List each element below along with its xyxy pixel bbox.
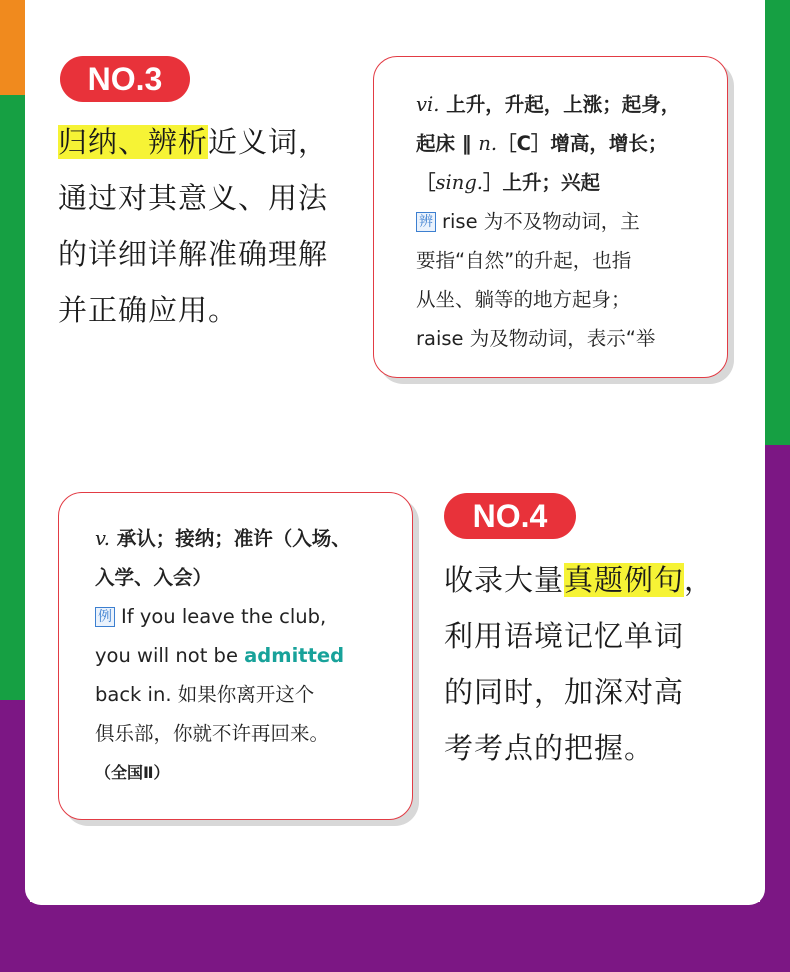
no3-highlight: 归纳、辨析 (58, 125, 209, 159)
distinguish-tag-icon: 辨 (416, 212, 436, 232)
dictionary-card-admit: v. 承认；接纳；准许（入场、 入学、入会） 例 If you leave the club, you will not be admitted back in. 如果你离开这个 俱乐部，你就不许再回来。 （全国Ⅱ） (58, 492, 413, 820)
keyword-admitted: admitted (244, 644, 345, 667)
example-tag-icon: 例 (95, 607, 115, 627)
bottom-purple-band (0, 902, 790, 972)
dictionary-card-rise: vi. 上升，升起，上涨；起身， 起床 ‖ n.［C］增高，增长； ［sing.］上升；兴起 辨 rise 为不及物动词，主 要指“自然”的升起，也指 从坐、躺等的地方起身； raise 为及物动词，表示“举 (373, 56, 728, 378)
no3-description: 归纳、辨析近义词， 通过对其意义、用法 的详细详解准确理解 并正确应用。 (58, 125, 329, 327)
source-note: （全国Ⅱ） (95, 763, 170, 782)
no4-highlight: 真题例句 (564, 563, 685, 597)
no3-badge: NO.3 (60, 56, 190, 102)
no4-description: 收录大量真题例句， 利用语境记忆单词 的同时，加深对高 考考点的把握。 (444, 563, 715, 765)
no4-badge: NO.4 (444, 493, 576, 539)
